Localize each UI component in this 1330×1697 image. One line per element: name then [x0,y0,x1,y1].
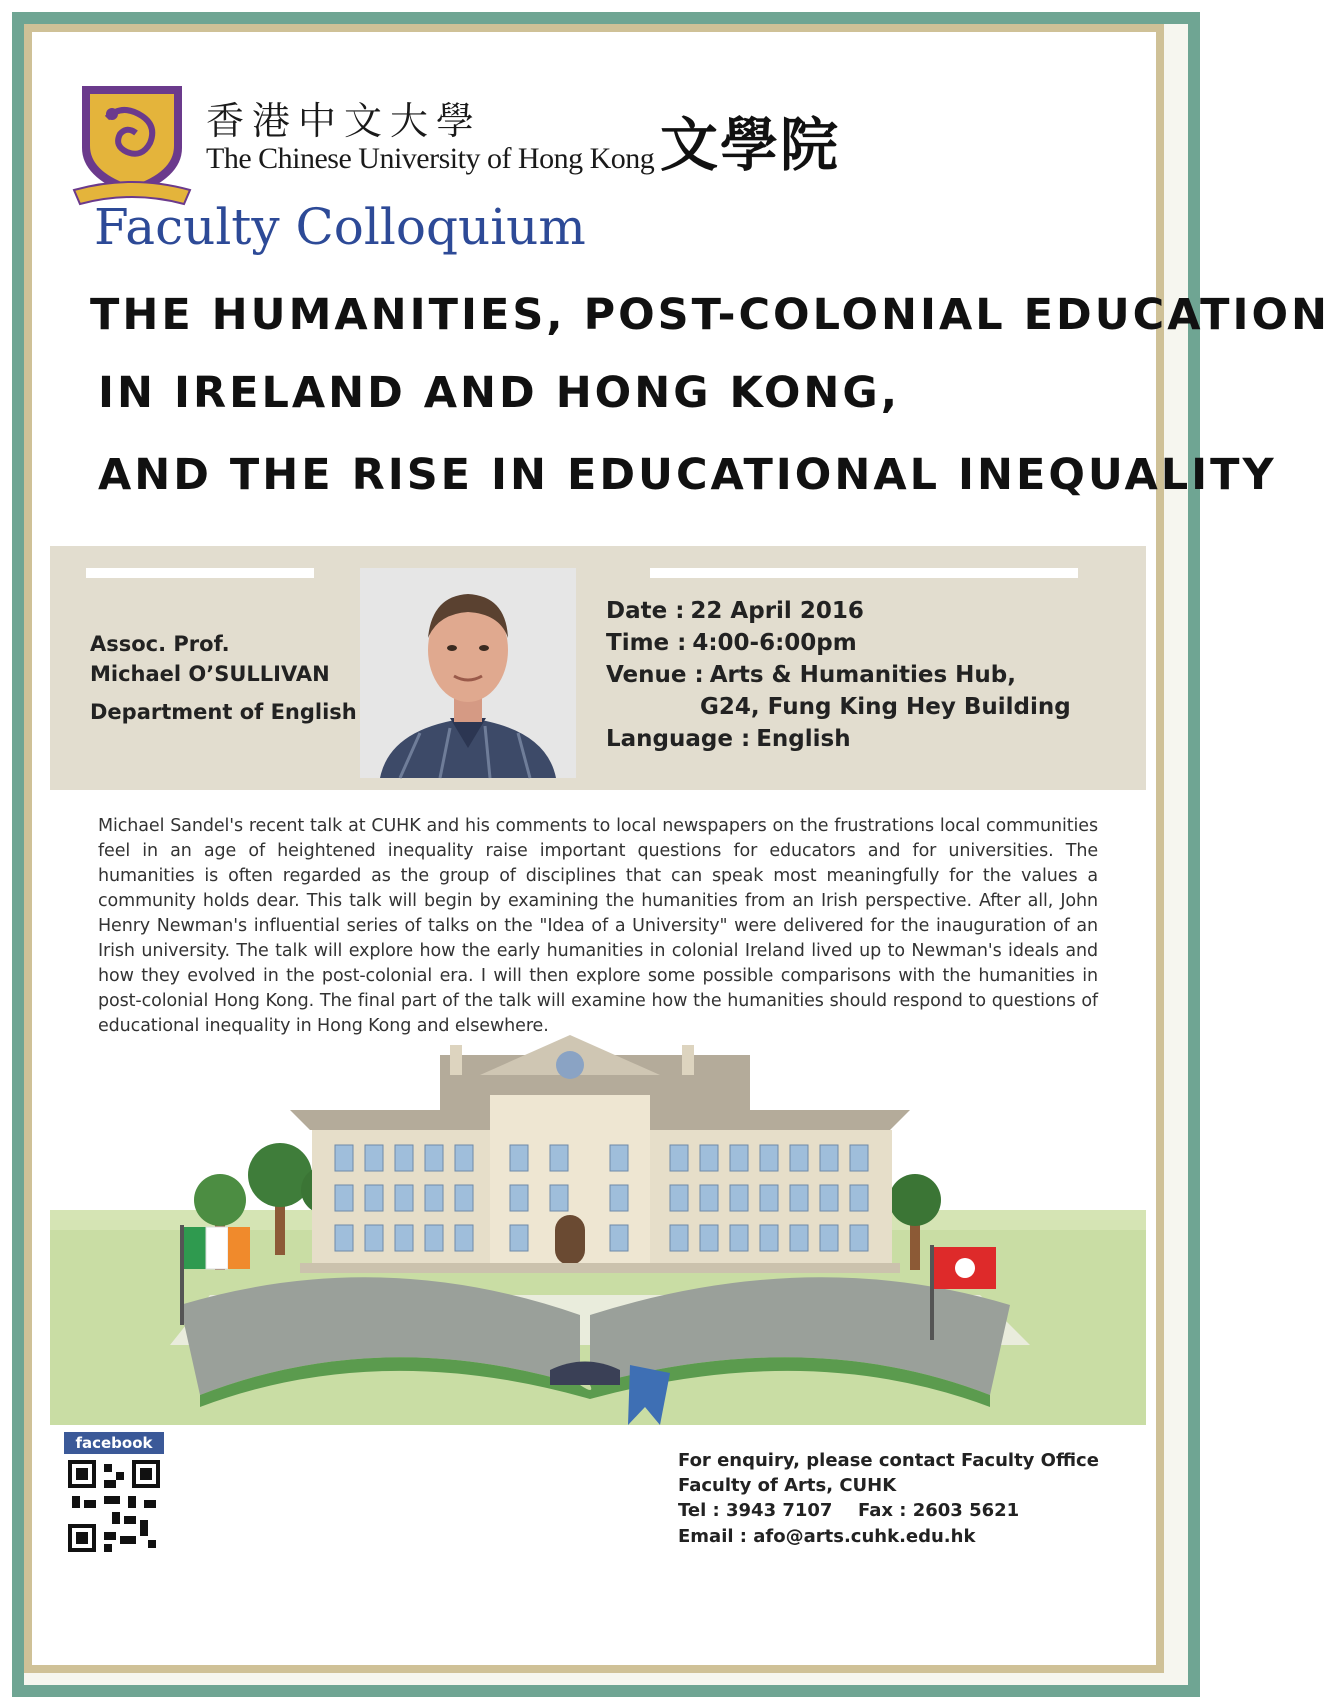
speaker-name: Michael O’SULLIVAN [90,662,330,686]
date-value: 22 April 2016 [690,598,864,624]
fax: Fax : 2603 5621 [858,1500,1020,1521]
talk-title-line-1: THE HUMANITIES, POST-COLONIAL EDUCATION [90,290,1330,340]
talk-abstract: Michael Sandel's recent talk at CUHK and his comments to local newspapers on the frustrations local communities feel in an age of heightened inequality raise important questions for educators and for universities. The humanities is often regarded as the group of disciplines that can speak most meaningfully for the values a community holds dear. This talk will begin by examining the humanities from an Irish perspective. After all, John Henry Newman's influential series of talks on the "Idea of a University" were delivered for the inauguration of an Irish university. The talk will explore how the early humanities in colonial Ireland lived up to Newman's ideals and how they evolved in the post-colonial era. I will then explore some possible comparisons with the humanities in post-colonial Hong Kong. The final part of the talk will examine how the humanities should respond to questions of educational inequality in Hong Kong and elsewhere. [98,816,1098,1036]
venue-line-1: Arts & Humanities Hub, [709,662,1016,688]
language-value: English [756,726,851,752]
event-time [606,630,857,656]
time-label: Time : [606,630,687,656]
poster-content [50,50,1330,1644]
divider [650,568,1078,578]
enquiry-text: For enquiry, please contact Faculty Office [678,1450,1099,1471]
cuhk-crest-icon [72,78,192,208]
faculty-of-arts-seal: 文學院 [660,111,841,179]
event-date [606,598,864,624]
speaker-band [50,546,1146,790]
university-name-english: The Chinese University of Hong Kong [206,142,655,175]
event-language [606,726,851,752]
time-value: 4:00-6:00pm [692,630,857,656]
language-label: Language : [606,726,751,752]
divider [86,568,314,578]
event-venue [606,662,1016,688]
university-book-illustration [50,1035,1146,1425]
talk-title-line-2: IN IRELAND AND HONG KONG, [98,368,901,418]
speaker-rank: Assoc. Prof. [90,632,230,656]
speaker-photo [360,568,576,778]
speaker-department: Department of English [90,700,357,724]
faculty-office: Faculty of Arts, CUHK [678,1475,897,1496]
date-label: Date : [606,598,685,624]
venue-line-2: G24, Fung King Hey Building [700,694,1071,720]
telephone: Tel : 3943 7107 [678,1500,833,1521]
talk-title-line-3: AND THE RISE IN EDUCATIONAL INEQUALITY [98,450,1277,500]
venue-label: Venue : [606,662,704,688]
series-title: Faculty Colloquium [94,198,586,256]
facebook-badge[interactable]: facebook [64,1432,164,1454]
university-name-chinese: 香港中文大學 [206,99,483,143]
facebook-qr-code-icon[interactable] [68,1460,160,1552]
email-link[interactable]: Email : afo@arts.cuhk.edu.hk [678,1526,976,1547]
